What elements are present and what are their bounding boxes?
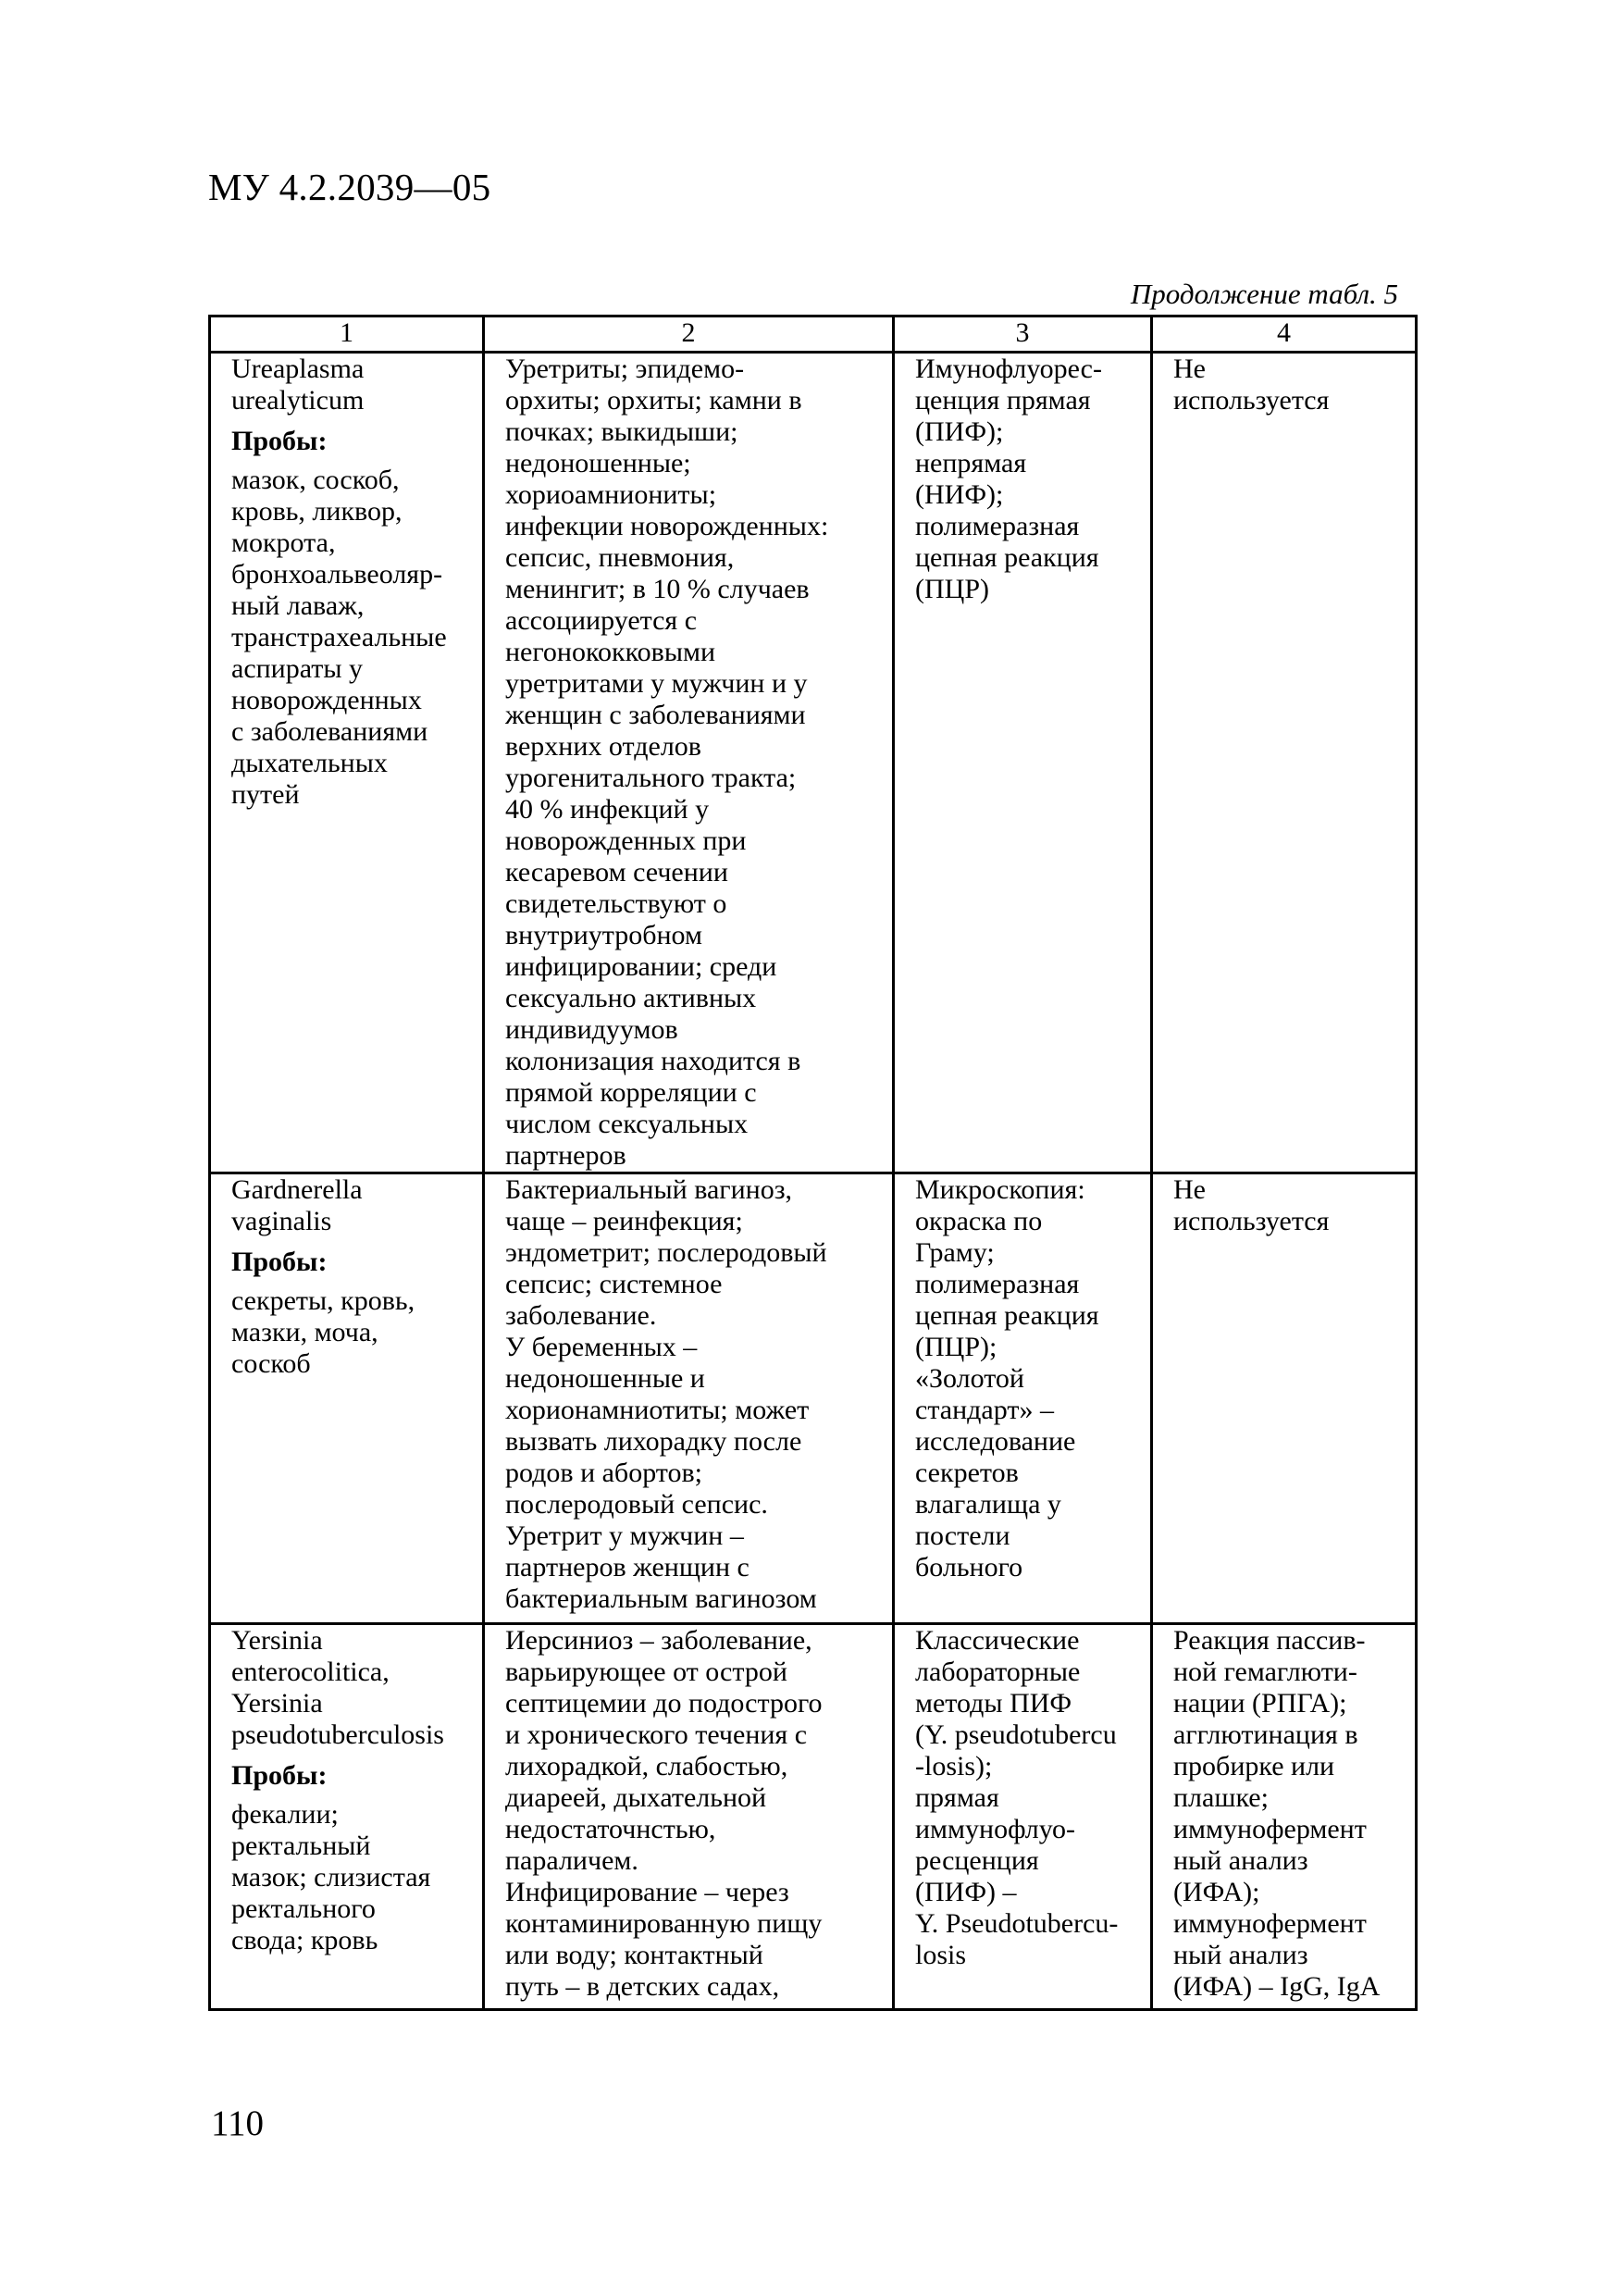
document-code: МУ 4.2.2039—05 xyxy=(208,166,491,208)
data-table xyxy=(208,315,1418,2011)
disease-text: Уретриты; эпидемо- орхиты; орхиты; камни в почках; выкидыши; недоношенные; хориоамниониты; инфекции новорожденных: сепсис, пневмония, менингит; в 10 % случаев ассоциируется с негонококковыми уретритами у мужчин и у женщин с заболеваниями верхних отделов урогенитального тракта; 40 % инфекций у новорожденных при кесаревом сечении свидетельствуют о внутриутробном инфицировании; среди сексуально активных индивидуумов колонизация находится в прямой корреляции с числом сексуальных партнеров xyxy=(505,354,829,1171)
column-number: 3 xyxy=(894,316,1152,353)
methods-cell xyxy=(894,1624,1152,2010)
page-number: 110 xyxy=(211,2104,265,2143)
disease-cell xyxy=(484,1173,894,1624)
disease-text: Иерсиниоз – заболевание, варьирующее от острой септицемии до подострого и хронического течения с лихорадкой, слабостью, диареей, дыхательной недостаточнстью, параличем. Инфицирование – через контаминированную пищу или воду; контактный путь – в детских садах, xyxy=(505,1625,823,2002)
column-number: 1 xyxy=(210,316,484,353)
methods-text: Имунофлуорес- ценция прямая (ПИФ); непрямая (НИФ); полимеразная цепная реакция (ПЦР) xyxy=(915,354,1102,604)
organism-name: Yersinia enterocolitica, Yersinia pseudotuberculosis xyxy=(231,1625,444,1750)
samples-list: секреты, кровь, мазки, моча, соскоб xyxy=(231,1285,415,1379)
disease-text: Бактериальный вагиноз, чаще – реинфекция; эндометрит; послеродовый сепсис; системное заболевание. У беременных – недоношенные и хорионамниотиты; может вызвать лихорадку после родов и абортов; послеродовый сепсис. Уретрит у мужчин – партнеров женщин с бактериальным вагинозом xyxy=(505,1174,827,1614)
serology-text: Не используется xyxy=(1173,354,1330,416)
samples-label: Пробы: xyxy=(231,1760,328,1791)
serology-text: Реакция пассив- ной гемаглюти- нации (РПГА); агглютинация в пробирке или плашке; иммунофермент ный анализ (ИФА); иммунофермент ный анализ (ИФА) – IgG, IgA xyxy=(1173,1625,1381,2002)
table-continuation-caption: Продолжение табл. 5 xyxy=(1130,278,1398,310)
methods-text: Микроскопия: окраска по Граму; полимеразная цепная реакция (ПЦР); «Золотой стандарт» – исследование секретов влагалища у постели больного xyxy=(915,1174,1099,1582)
samples-list: мазок, соскоб, кровь, ликвор, мокрота, бронхоальвеоляр- ный лаваж, транстрахеальные аспираты у новорожденных с заболеваниями дыхательных путей xyxy=(231,465,447,810)
organism-cell xyxy=(210,1624,484,2010)
disease-cell xyxy=(484,353,894,1173)
serology-text: Не используется xyxy=(1173,1174,1330,1236)
column-number: 2 xyxy=(484,316,894,353)
table-row xyxy=(210,1624,1417,2010)
serology-cell xyxy=(1152,1624,1417,2010)
column-number-row xyxy=(210,316,1417,353)
serology-cell xyxy=(1152,1173,1417,1624)
methods-cell xyxy=(894,1173,1152,1624)
methods-text: Классические лабораторные методы ПИФ (Y. pseudotubercu -losis); прямая иммунофлуо- ресценция (ПИФ) – Y. Pseudotubercu- losis xyxy=(915,1625,1119,1970)
samples-label: Пробы: xyxy=(231,426,328,456)
serology-cell xyxy=(1152,353,1417,1173)
table-row xyxy=(210,353,1417,1173)
organism-cell xyxy=(210,1173,484,1624)
organism-name: Ureaplasma urealyticum xyxy=(231,354,365,416)
disease-cell xyxy=(484,1624,894,2010)
column-number: 4 xyxy=(1152,316,1417,353)
organism-name: Gardnerella vaginalis xyxy=(231,1174,363,1236)
table-row xyxy=(210,1173,1417,1624)
methods-cell xyxy=(894,353,1152,1173)
samples-list: фекалии; ректальный мазок; слизистая ректального свода; кровь xyxy=(231,1799,431,1955)
samples-label: Пробы: xyxy=(231,1247,328,1277)
organism-cell xyxy=(210,353,484,1173)
